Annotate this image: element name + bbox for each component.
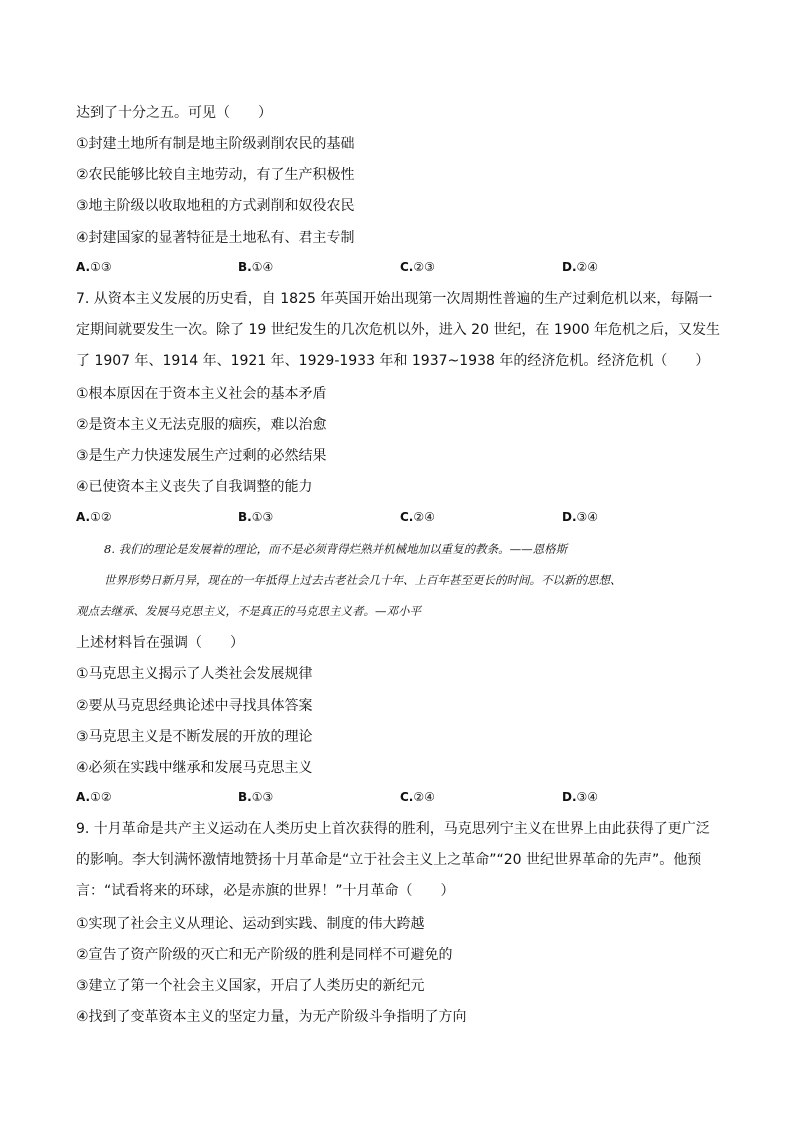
q8-quote-deng-line-2: 观点去继承、发展马克思主义，不是真正的马克思主义者。—邓小平 <box>76 604 421 618</box>
q6-options <box>76 260 636 278</box>
q6-item-3: ③地主阶级以收取地租的方式剥削和奴役农民 <box>76 198 355 214</box>
q6-item-4: ④封建国家的显著特征是土地私有、君主专制 <box>76 230 355 246</box>
q9-item-4: ④找到了变革资本主义的坚定力量，为无产阶级斗争指明了方向 <box>76 1009 467 1025</box>
q9-item-3: ③建立了第一个社会主义国家，开启了人类历史的新纪元 <box>76 978 425 994</box>
q7-options <box>76 510 636 528</box>
q8-quote-engels: 8. 我们的理论是发展着的理论，而不是必须背得烂熟并机械地加以重复的教条。——恩格斯 <box>104 542 568 556</box>
q8-option-a[interactable]: A.①② <box>76 790 112 804</box>
q7-option-c[interactable]: C.②④ <box>400 510 435 524</box>
q8-option-d[interactable]: D.③④ <box>562 790 599 804</box>
q8-options <box>76 790 636 808</box>
q6-option-d[interactable]: D.②④ <box>562 260 599 274</box>
q9-item-2: ②宣告了资产阶级的灭亡和无产阶级的胜利是同样不可避免的 <box>76 947 453 963</box>
q6-item-1: ①封建土地所有制是地主阶级剥削农民的基础 <box>76 136 355 152</box>
q7-item-1: ①根本原因在于资本主义社会的基本矛盾 <box>76 386 327 402</box>
q9-stem: 9. 十月革命是共产主义运动在人类历史上首次获得的胜利，马克思列宁主义在世界上由此获得了更广泛的影响。李大钊满怀激情地赞扬十月革命是“立于社会主义上之革命”“20 世纪世界革命的先声”。他预言：“试看将来的环球，必是赤旗的世界！”十月革命（ ） <box>76 821 710 899</box>
q7-stem: 7. 从资本主义发展的历史看，自 1825 年英国开始出现第一次周期性普遍的生产过剩危机以来，每隔一定期间就要发生一次。除了 19 世纪发生的几次危机以外，进入 20 世纪，在 1900 年危机之后，又发生了 1907 年、1914 年、1921 年、1929-1933 年和 1937~1938 年的经济危机。经济危机（ ） <box>76 291 720 369</box>
q8-item-3: ③马克思主义是不断发展的开放的理论 <box>76 729 313 745</box>
q8-item-2: ②要从马克思经典论述中寻找具体答案 <box>76 698 313 714</box>
q8-item-1: ①马克思主义揭示了人类社会发展规律 <box>76 666 313 682</box>
q7-option-d[interactable]: D.③④ <box>562 510 599 524</box>
q7-option-a[interactable]: A.①② <box>76 510 112 524</box>
q7-item-2: ②是资本主义无法克服的痼疾，难以治愈 <box>76 417 327 433</box>
q8-item-4: ④必须在实践中继承和发展马克思主义 <box>76 760 313 776</box>
q6-stem-tail: 达到了十分之五。可见（ ） <box>76 105 272 121</box>
q8-option-c[interactable]: C.②④ <box>400 790 435 804</box>
q6-option-b[interactable]: B.①④ <box>238 260 274 274</box>
q8-stem: 上述材料旨在强调（ ） <box>76 635 244 651</box>
q7-item-3: ③是生产力快速发展生产过剩的必然结果 <box>76 448 327 464</box>
q6-item-2: ②农民能够比较自主地劳动，有了生产积极性 <box>76 167 355 183</box>
q6-option-c[interactable]: C.②③ <box>400 260 435 274</box>
q7-item-4: ④已使资本主义丧失了自我调整的能力 <box>76 479 313 495</box>
q9-item-1: ①实现了社会主义从理论、运动到实践、制度的伟大跨越 <box>76 916 425 932</box>
q8-quote-deng-line-1: 世界形势日新月异，现在的一年抵得上过去古老社会几十年、上百年甚至更长的时间。不以新的思想、 <box>104 573 622 587</box>
q8-option-b[interactable]: B.①③ <box>238 790 274 804</box>
q6-option-a[interactable]: A.①③ <box>76 260 112 274</box>
q7-option-b[interactable]: B.①③ <box>238 510 274 524</box>
